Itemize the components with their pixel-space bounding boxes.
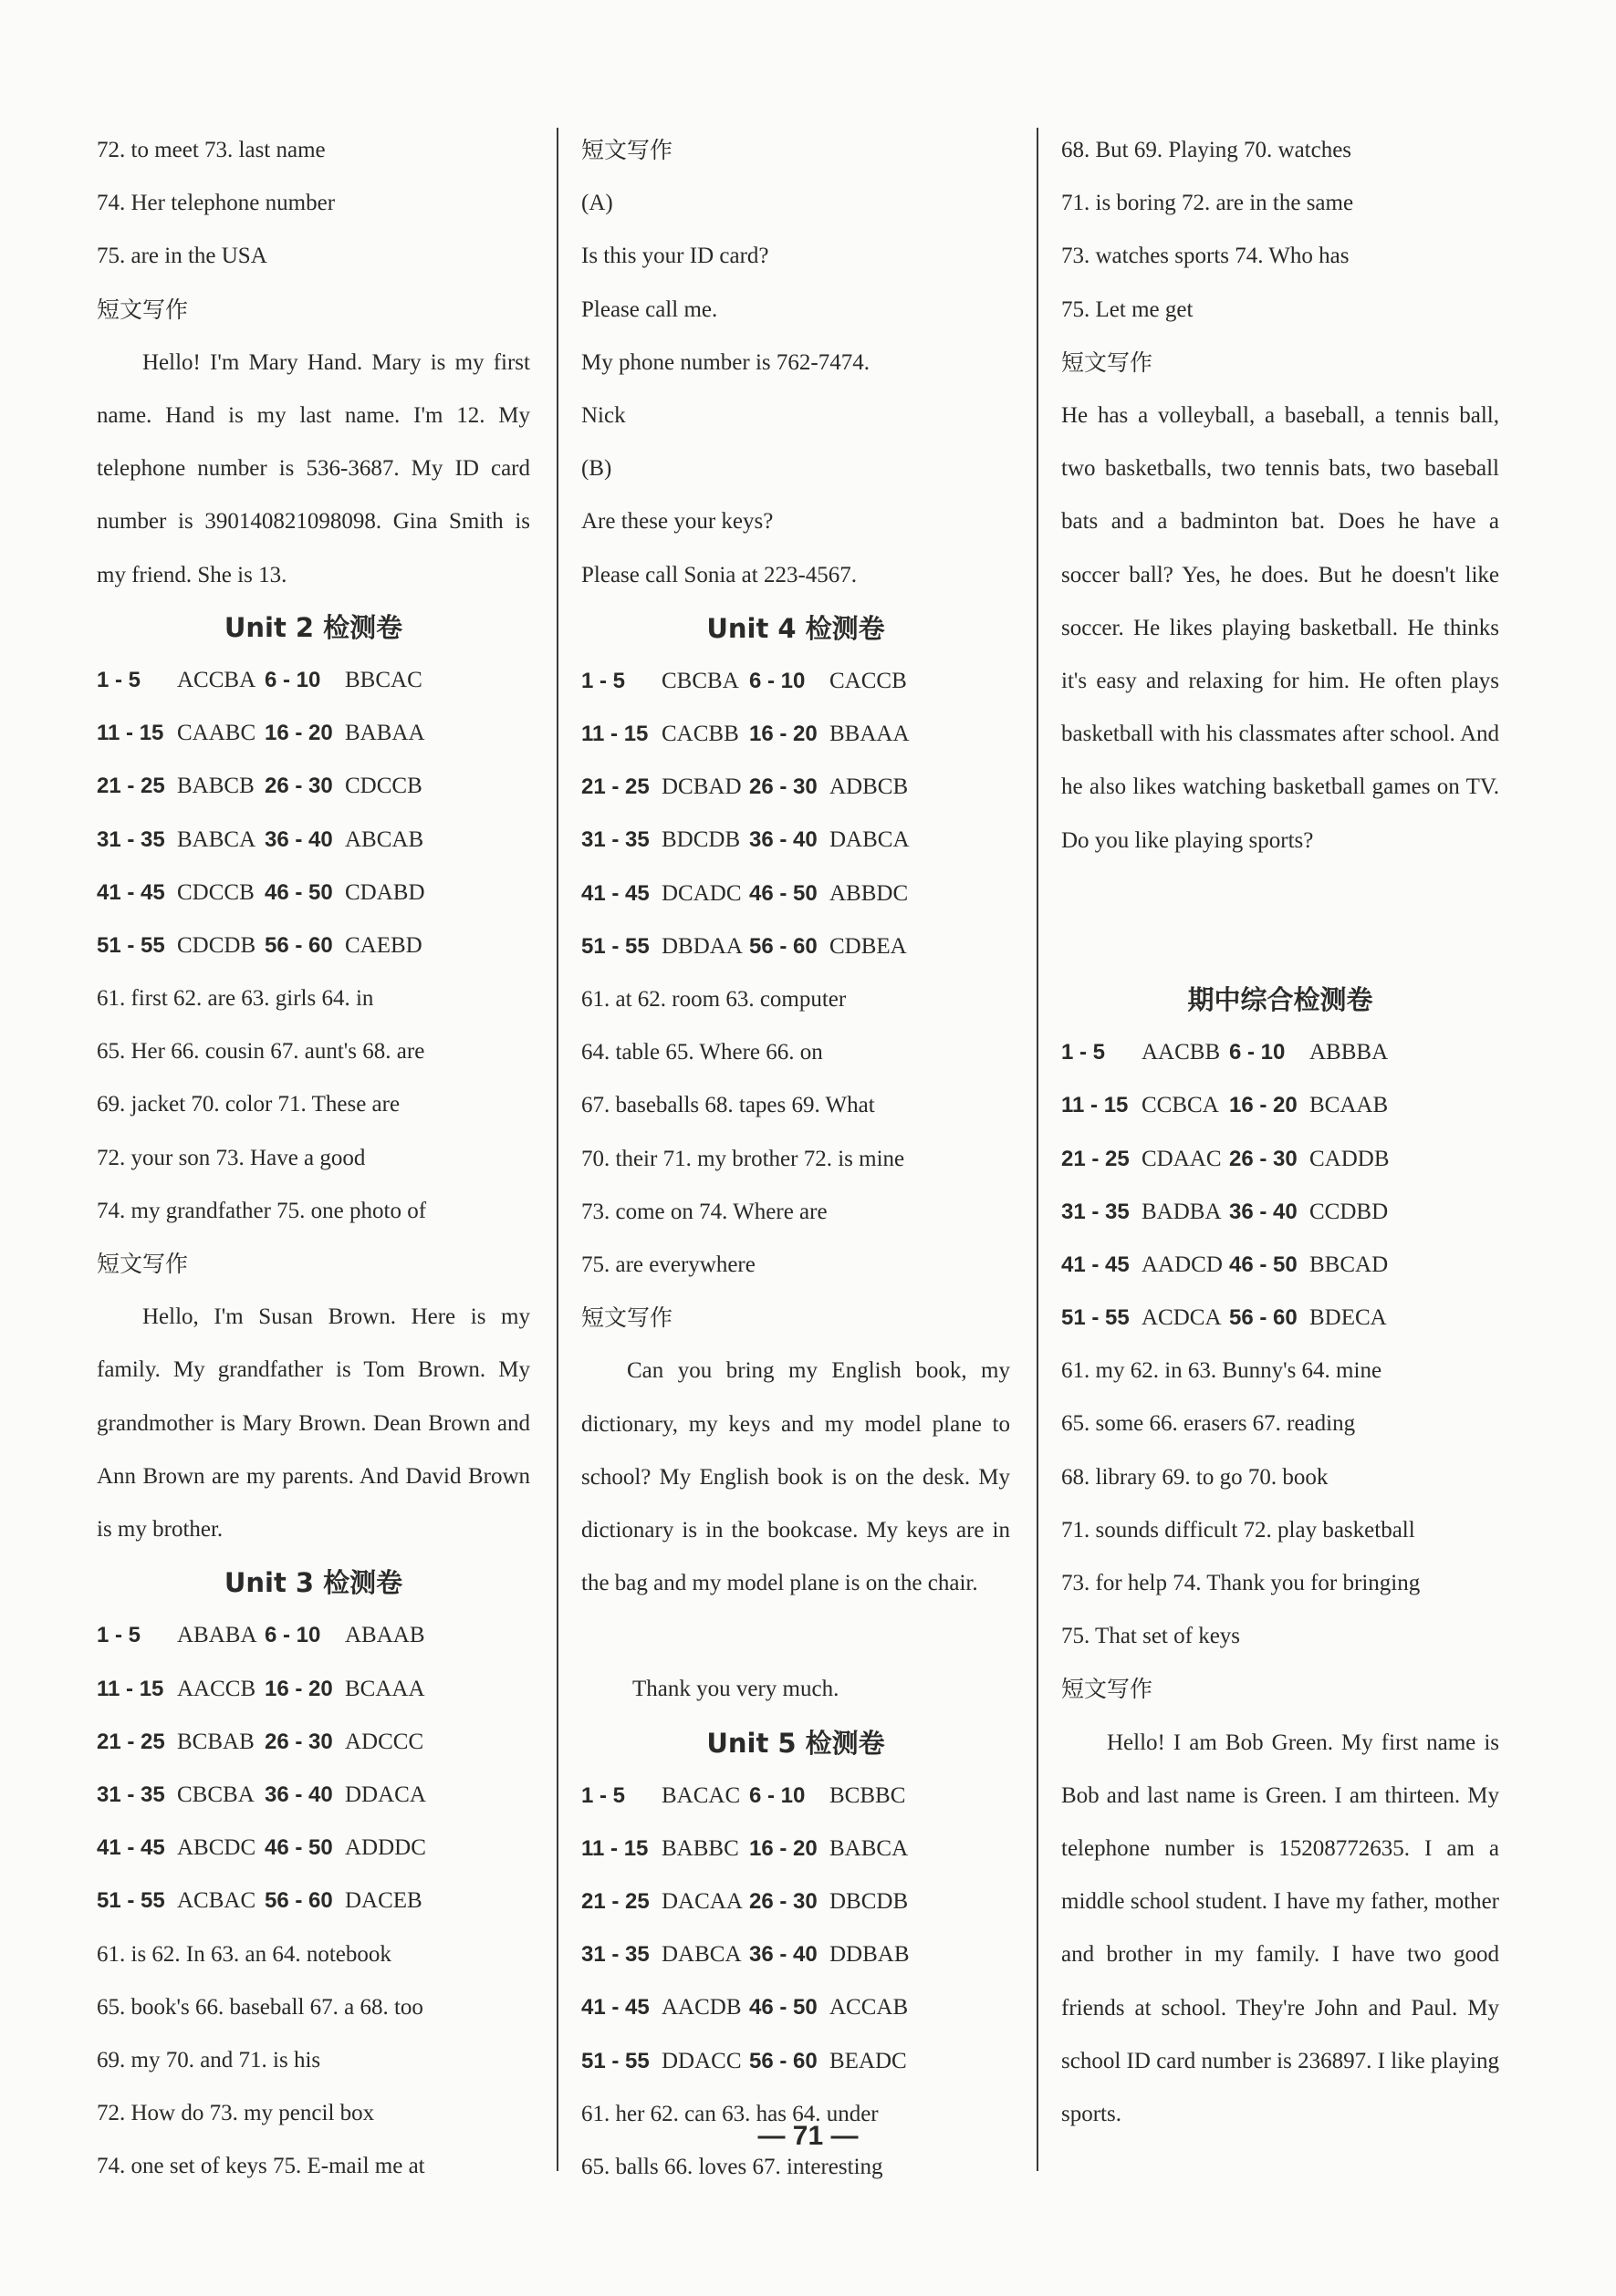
writing-passage: Hello! I'm Mary Hand. Mary is my first name. Hand is my last name. I'm 12. My telephone number is 536-3687. My ID card number is 390140821098098. Gina Smith is my friend. She is 13. — [97, 349, 530, 587]
answer-grid-unit3 — [97, 1609, 530, 1927]
answer-line: 61. my 62. in 63. Bunny's 64. mine — [1061, 1358, 1382, 1384]
writing-label: 短文写作 — [97, 1251, 189, 1277]
answer-line: Nick — [581, 402, 626, 428]
answer-line: 75. That set of keys — [1061, 1624, 1241, 1649]
answer-row: 41 - 45 DCADC 46 - 50 ABBDC — [581, 880, 909, 906]
answer-row: 11 - 15 CCBCA 16 - 20 BCAAB — [1061, 1093, 1389, 1118]
part-label-a: (A) — [581, 191, 613, 216]
column-2 — [581, 124, 1010, 2194]
answer-row: 1 - 5 CBCBA 6 - 10 CACCB — [581, 668, 907, 693]
section-title-midterm: 期中综合检测卷 — [1187, 983, 1373, 1015]
answer-line: 65. book's 66. baseball 67. a 68. too — [97, 1994, 423, 2020]
answer-line: Is this your ID card? — [581, 244, 769, 269]
section-title-unit4: Unit 4 检测卷 — [706, 612, 885, 644]
answer-line: 72. your son 73. Have a good — [97, 1145, 366, 1170]
answer-line: 73. for help 74. Thank you for bringing — [1061, 1571, 1421, 1595]
writing-label: 短文写作 — [97, 296, 189, 323]
answer-row: 11 - 15 CAABC 16 - 20 BABAA — [97, 721, 425, 746]
writing-closing: Thank you very much. — [632, 1677, 839, 1702]
answer-line: 75. are everywhere — [581, 1252, 756, 1277]
column-3 — [1061, 124, 1499, 2248]
answer-row: 51 - 55 DBDAA 56 - 60 CDBEA — [581, 933, 907, 959]
writing-passage: Hello, I'm Susan Brown. Here is my family. My grandfather is Tom Brown. My grandmother is Mary Brown. Dean Brown and Ann Brown are my parents. And David Brown is my brother. — [97, 1304, 530, 1542]
answer-line: 61. first 62. are 63. girls 64. in — [97, 986, 374, 1012]
answer-row: 1 - 5 AACBB 6 - 10 ABBBA — [1061, 1040, 1389, 1065]
column-divider-left — [557, 128, 558, 2171]
answer-row: 41 - 45 CDCCB 46 - 50 CDABD — [97, 879, 425, 905]
answer-line: 73. come on 74. Where are — [581, 1199, 828, 1224]
answer-row: 1 - 5 BACAC 6 - 10 BCBBC — [581, 1782, 906, 1808]
answer-row: 11 - 15 AACCB 16 - 20 BCAAA — [97, 1676, 425, 1701]
answer-line: 74. Her telephone number — [97, 191, 336, 216]
answer-line: 61. at 62. room 63. computer — [581, 987, 847, 1012]
answer-line: 61. her 62. can 63. has 64. under — [581, 2101, 879, 2126]
answer-grid-unit5 — [581, 1770, 1010, 2088]
answer-line: 72. to meet 73. last name — [97, 138, 326, 162]
answer-row: 21 - 25 DACAA 26 - 30 DBCDB — [581, 1889, 909, 1915]
answer-row: 31 - 35 DABCA 36 - 40 DDBAB — [581, 1942, 910, 1968]
answer-row: 41 - 45 AADCD 46 - 50 BBCAD — [1061, 1252, 1389, 1277]
section-title-unit2: Unit 2 检测卷 — [224, 611, 403, 643]
answer-row: 51 - 55 ACDCA 56 - 60 BDECA — [1061, 1305, 1387, 1331]
writing-label: 短文写作 — [1061, 1676, 1153, 1703]
answer-row: 1 - 5 ABABA 6 - 10 ABAAB — [97, 1623, 425, 1648]
answer-line: 74. my grandfather 75. one photo of — [97, 1198, 427, 1223]
answer-line: 72. How do 73. my pencil box — [97, 2101, 375, 2126]
section-title-unit5: Unit 5 检测卷 — [706, 1727, 885, 1759]
writing-label: 短文写作 — [581, 137, 673, 163]
answer-row: 31 - 35 BDCDB 36 - 40 DABCA — [581, 827, 910, 853]
answer-line: 74. one set of keys 75. E-mail me at — [97, 2154, 425, 2179]
section-title-unit3: Unit 3 检测卷 — [224, 1567, 403, 1599]
answer-line: Please call me. — [581, 296, 718, 322]
answer-row: 21 - 25 DCBAD 26 - 30 ADBCB — [581, 774, 909, 800]
answer-row: 31 - 35 BADBA 36 - 40 CCDBD — [1061, 1199, 1389, 1224]
part-label-b: (B) — [581, 456, 612, 482]
writing-label: 短文写作 — [1061, 348, 1153, 376]
column-divider-right — [1037, 128, 1038, 2171]
answer-line: 69. jacket 70. color 71. These are — [97, 1092, 401, 1117]
answer-row: 1 - 5 ACCBA 6 - 10 BBCAC — [97, 667, 422, 692]
answer-line: 68. But 69. Playing 70. watches — [1061, 138, 1352, 162]
writing-passage: Can you bring my English book, my dictionary, my keys and my model plane to school? My English book is on the desk. My dictionary is in the bookcase. My keys are in the bag and my model plane is on the chair. — [581, 1358, 1010, 1596]
answer-grid-unit2 — [97, 654, 530, 972]
answer-row: 21 - 25 BABCB 26 - 30 CDCCB — [97, 774, 422, 799]
answer-row: 51 - 55 CDCDB 56 - 60 CAEBD — [97, 932, 422, 958]
writing-label: 短文写作 — [581, 1304, 673, 1332]
answer-line: 65. Her 66. cousin 67. aunt's 68. are — [97, 1039, 425, 1065]
answer-row: 51 - 55 DDACC 56 - 60 BEADC — [581, 2048, 907, 2073]
answer-row: 21 - 25 CDAAC 26 - 30 CADDB — [1061, 1146, 1390, 1171]
answer-row: 41 - 45 AACDB 46 - 50 ACCAB — [581, 1995, 909, 2021]
answer-line: 75. Let me get — [1061, 296, 1194, 322]
answer-row: 41 - 45 ABCDC 46 - 50 ADDDC — [97, 1835, 426, 1861]
answer-line: 64. table 65. Where 66. on — [581, 1040, 823, 1065]
answer-row: 31 - 35 BABCA 36 - 40 ABCAB — [97, 826, 424, 852]
page-number: — 71 — — [757, 2121, 859, 2151]
answer-line: Please call Sonia at 223-4567. — [581, 562, 858, 587]
answer-line: 68. library 69. to go 70. book — [1061, 1464, 1329, 1490]
answer-row: 31 - 35 CBCBA 36 - 40 DDACA — [97, 1782, 426, 1807]
answer-line: 71. sounds difficult 72. play basketball — [1061, 1517, 1415, 1543]
answer-line: Are these your keys? — [581, 509, 774, 535]
answer-line: 61. is 62. In 63. an 64. notebook — [97, 1941, 391, 1967]
answer-row: 11 - 15 CACBB 16 - 20 BBAAA — [581, 722, 910, 747]
column-1 — [97, 124, 530, 2193]
answer-grid-unit4 — [581, 655, 1010, 973]
writing-passage: Hello! I am Bob Green. My first name is Bob and last name is Green. I am thirteen. My telephone number is 15208772635. I am a middle school student. I have my father, mother and brother in my family. I have two good friends at school. They're John and Paul. My school ID card number is 236897. I like playing sports. — [1061, 1730, 1499, 2126]
answer-line: 65. some 66. erasers 67. reading — [1061, 1411, 1356, 1437]
answer-line: 67. baseballs 68. tapes 69. What — [581, 1093, 875, 1118]
answer-line: 69. my 70. and 71. is his — [97, 2047, 321, 2073]
answer-line: 71. is boring 72. are in the same — [1061, 191, 1354, 216]
answer-row: 51 - 55 ACBAC 56 - 60 DACEB — [97, 1888, 422, 1914]
writing-passage: He has a volleyball, a baseball, a tennis ball, two basketballs, two tennis bats, two baseball bats and a badminton bat. Does he have a soccer ball? Yes, he does. But he doesn't like soccer. He likes playing basketball. He thinks it's easy and relaxing for him. He often plays basketball with his classmates after school. And he also likes watching basketball games on TV. Do you like playing sports? — [1061, 402, 1499, 853]
answer-row: 11 - 15 BABBC 16 - 20 BABCA — [581, 1835, 909, 1861]
answer-line: 73. watches sports 74. Who has — [1061, 244, 1350, 269]
answer-line: 75. are in the USA — [97, 244, 267, 269]
answer-line: 65. balls 66. loves 67. interesting — [581, 2155, 883, 2179]
answer-row: 21 - 25 BCBAB 26 - 30 ADCCC — [97, 1729, 424, 1754]
answer-line: 70. their 71. my brother 72. is mine — [581, 1146, 905, 1171]
answer-grid-midterm — [1061, 1026, 1499, 1345]
answer-line: My phone number is 762-7474. — [581, 349, 870, 375]
